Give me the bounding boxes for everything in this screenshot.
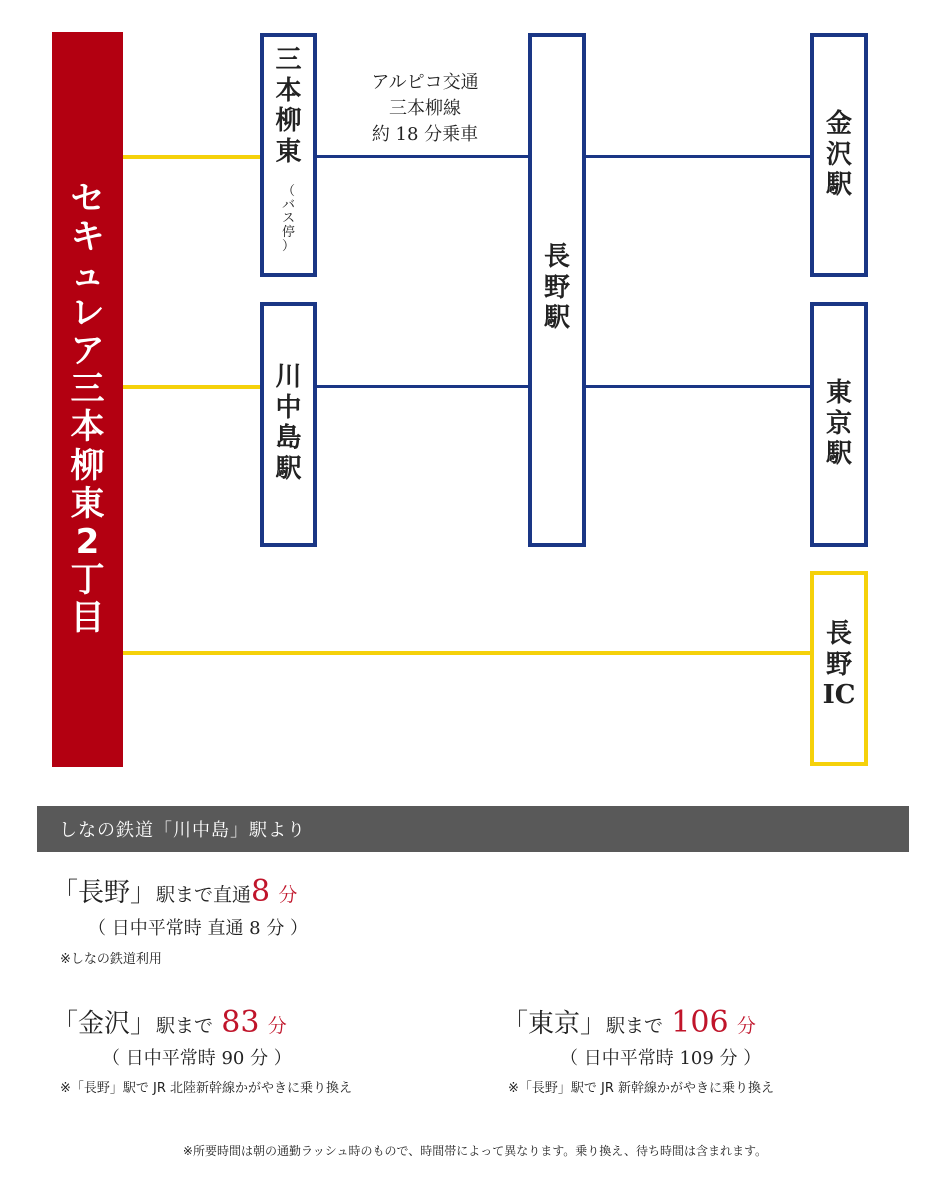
stop-label [532,242,582,334]
vertical-char: 目 [70,597,105,638]
bus-duration: 約 18 分乗車 [371,124,479,145]
route-dest: 「東京」 [502,1009,607,1039]
connector-sanbonyanagi-to-nagano [316,155,529,158]
route-unit: 分 [278,884,298,906]
vertical-char: 駅 [275,454,302,485]
route-unit: 分 [267,1015,287,1037]
bus-company: アルピコ交通 [371,72,479,93]
route-minutes: 83 [221,1005,260,1040]
vertical-char: ア [70,331,105,372]
vertical-char: 三 [275,45,302,75]
route-minutes: 106 [671,1005,729,1040]
vertical-char: レ [70,293,105,334]
vertical-char: キ [70,217,105,258]
stop-label [264,362,313,485]
vertical-char: 長 [825,619,852,649]
stop-label [814,378,864,470]
route-unit: 分 [736,1015,756,1037]
vertical-char: 三 [70,369,105,410]
vertical-char: 東 [275,137,302,168]
vertical-char: 中 [275,392,302,423]
vertical-char: 野 [543,272,570,303]
vertical-char: ス [281,211,295,227]
vertical-char: 本 [275,75,302,106]
vertical-char: 柳 [275,106,302,137]
vertical-char: 2 [75,521,100,562]
bus-stop-note [264,185,313,253]
vertical-char: バ [281,197,295,213]
section-header [37,806,909,852]
route-tokyo-sub: （ 日中平常時 109 分 ） [560,1048,762,1069]
route-suffix: 駅まで [156,1015,214,1037]
stop-nagano-ic [810,571,868,766]
route-nagano-sub: （ 日中平常時 直通 8 分 ） [88,918,309,939]
route-kanazawa-title [52,1003,287,1040]
route-nagano-note: ※しなの鉄道利用 [60,952,162,967]
stop-tokyo-station [810,302,868,547]
stop-nagano-station [528,33,586,547]
route-tokyo-note: ※「長野」駅で JR 新幹線かがやきに乗り換え [508,1081,775,1096]
vertical-char: 東 [70,483,105,524]
connector-kawanakajima-to-nagano [316,385,529,388]
connector-nagano-to-tokyo [585,385,813,388]
vertical-char: 京 [825,408,852,439]
vertical-char: 野 [825,649,852,680]
vertical-char: 長 [543,242,570,272]
stop-kanazawa-station [810,33,868,277]
route-dest: 「長野」 [52,878,157,908]
bus-line-name: 三本柳線 [389,98,461,119]
route-kanazawa-note: ※「長野」駅で JR 北陸新幹線かがやきに乗り換え [60,1081,353,1096]
vertical-char: 丁 [70,559,105,600]
vertical-char: 金 [825,109,852,139]
route-dest: 「金沢」 [52,1009,157,1039]
stop-kawanakajima-station [260,302,317,547]
vertical-char: ） [281,238,295,254]
stop-sanbonyanagi-higashi-bus [260,33,317,277]
connector-property-to-nagano-ic [122,651,812,655]
stop-label [814,619,864,711]
property-name [52,180,123,637]
route-tokyo-title [502,1003,756,1040]
connector-property-to-sanbonyanagi [122,155,262,159]
connector-nagano-to-kanazawa [585,155,813,158]
vertical-char: 本 [70,407,105,448]
vertical-char: 駅 [825,170,852,201]
vertical-char: 停 [281,224,295,240]
vertical-char: ュ [70,255,105,296]
vertical-char: 駅 [543,303,570,334]
vertical-char: 柳 [70,445,105,486]
route-suffix: 駅まで直通 [156,884,252,906]
vertical-char: 駅 [825,439,852,470]
vertical-char: （ [281,184,295,199]
stop-label [814,109,864,201]
vertical-char: 沢 [825,139,852,170]
section-header-text: しなの鉄道「川中島」駅より [59,820,306,841]
route-minutes: 8 [251,874,271,909]
route-suffix: 駅まで [606,1015,664,1037]
vertical-char: 川 [275,362,302,392]
property-name-bar [52,32,123,767]
connector-property-to-kawanakajima [122,385,262,389]
route-nagano-title [52,872,297,909]
vertical-char: 東 [825,378,852,408]
route-kanazawa-sub: （ 日中平常時 90 分 ） [102,1048,292,1069]
stop-label [264,45,313,168]
vertical-char: 島 [275,423,302,454]
vertical-char: IC [822,680,856,711]
footnote: ※所要時間は朝の通勤ラッシュ時のもので、時間帯によって異なります。乗り換え、待ち時間は含まれます。 [182,1144,768,1158]
vertical-char: セ [70,179,105,219]
bus-route-label [340,70,510,148]
